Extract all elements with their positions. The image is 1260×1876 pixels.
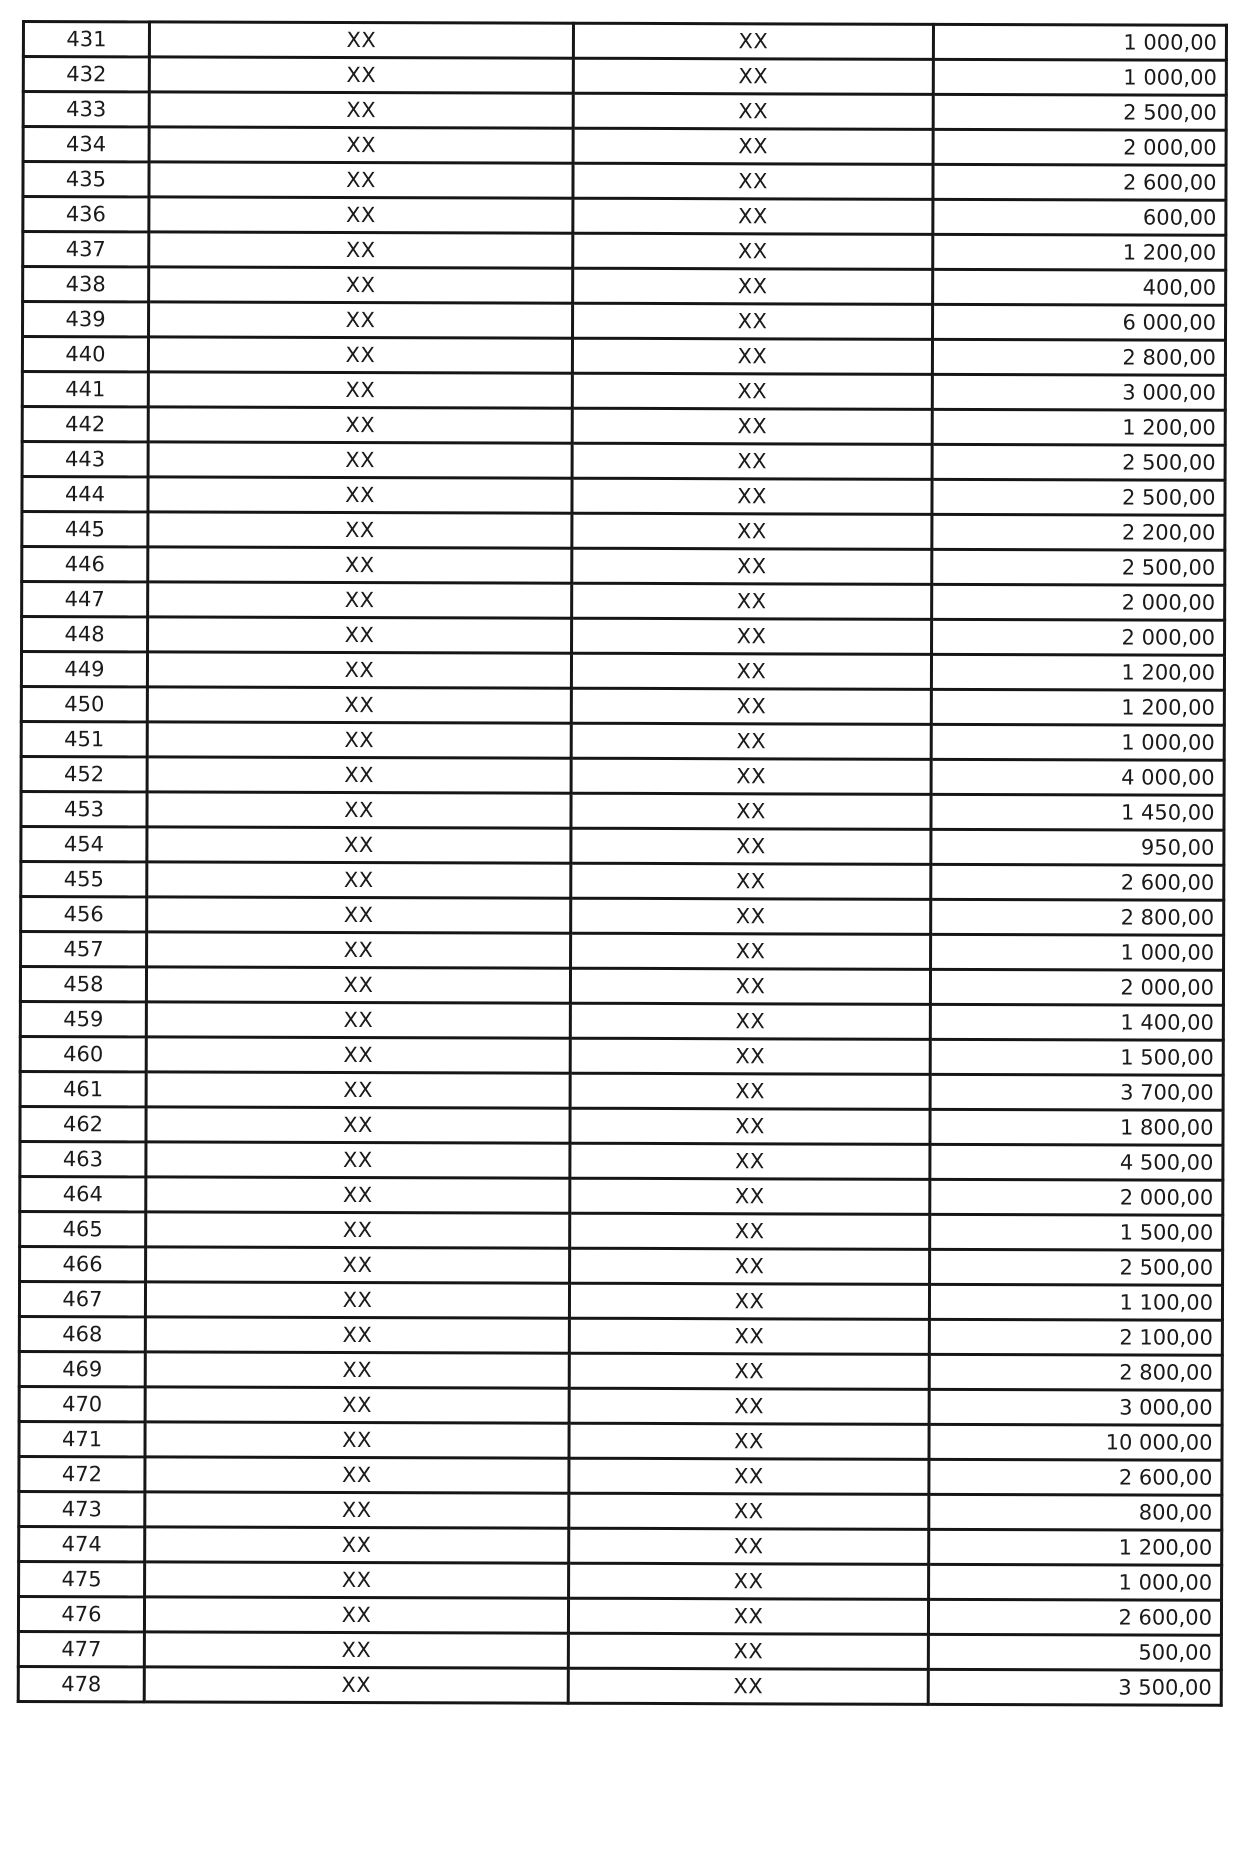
column-a-cell: XX	[144, 1597, 568, 1633]
table-row	[21, 687, 1224, 726]
table-row	[20, 1001, 1223, 1040]
column-b-cell: XX	[569, 1388, 929, 1424]
column-b-cell: XX	[568, 1668, 928, 1704]
amount-cell: 1 000,00	[933, 59, 1226, 95]
column-b-cell: XX	[570, 1108, 930, 1144]
column-a-cell: XX	[146, 1212, 570, 1248]
row-number: 459	[20, 1001, 146, 1036]
amount-cell: 2 500,00	[932, 479, 1225, 515]
row-number: 446	[22, 547, 148, 582]
row-number: 466	[20, 1246, 146, 1281]
amount-cell: 2 500,00	[932, 549, 1225, 585]
amount-cell: 2 800,00	[931, 899, 1224, 935]
column-b-cell: XX	[569, 1458, 929, 1494]
row-number: 456	[21, 897, 147, 932]
table-row	[23, 232, 1226, 271]
amount-cell: 1 200,00	[931, 689, 1224, 725]
column-a-cell: XX	[148, 337, 572, 373]
amount-cell: 2 500,00	[930, 1249, 1223, 1285]
column-b-cell: XX	[569, 1353, 929, 1389]
table-row	[22, 547, 1225, 586]
row-number: 470	[19, 1386, 145, 1421]
table-row	[20, 1036, 1223, 1075]
column-b-cell: XX	[570, 1178, 930, 1214]
column-a-cell: XX	[148, 617, 572, 653]
column-a-cell: XX	[146, 1072, 570, 1108]
column-a-cell: XX	[149, 92, 573, 128]
table-row	[21, 652, 1224, 691]
column-a-cell: XX	[146, 1107, 570, 1143]
amount-cell: 6 000,00	[933, 304, 1226, 340]
table-row	[20, 1176, 1223, 1215]
amount-cell: 1 000,00	[931, 724, 1224, 760]
column-b-cell: XX	[572, 443, 932, 479]
row-number: 463	[20, 1141, 146, 1176]
table-row	[19, 1351, 1222, 1390]
column-a-cell: XX	[147, 827, 571, 863]
table-row	[20, 1106, 1223, 1145]
row-number: 452	[21, 757, 147, 792]
amount-cell: 1 500,00	[930, 1214, 1223, 1250]
column-a-cell: XX	[147, 897, 571, 933]
column-b-cell: XX	[570, 1038, 930, 1074]
amount-cell: 3 700,00	[930, 1074, 1223, 1110]
amount-cell: 1 500,00	[930, 1039, 1223, 1075]
row-number: 457	[21, 932, 147, 967]
table-row	[22, 617, 1225, 656]
column-a-cell: XX	[144, 1632, 568, 1668]
column-a-cell: XX	[145, 1422, 569, 1458]
row-number: 439	[23, 302, 149, 337]
row-number: 474	[19, 1526, 145, 1561]
column-b-cell: XX	[569, 1423, 929, 1459]
amount-cell: 1 200,00	[933, 234, 1226, 270]
column-a-cell: XX	[146, 1037, 570, 1073]
table-row	[19, 1316, 1222, 1355]
column-b-cell: XX	[570, 1073, 930, 1109]
row-number: 458	[20, 967, 146, 1002]
column-a-cell: XX	[147, 757, 571, 793]
table-row	[22, 372, 1225, 411]
amount-cell: 500,00	[928, 1634, 1221, 1670]
amount-cell: 2 800,00	[929, 1354, 1222, 1390]
column-a-cell: XX	[146, 1142, 570, 1178]
column-a-cell: XX	[148, 477, 572, 513]
column-a-cell: XX	[145, 1562, 569, 1598]
amount-cell: 2 100,00	[929, 1319, 1222, 1355]
table-row	[19, 1421, 1222, 1460]
amount-cell: 800,00	[929, 1494, 1222, 1530]
amount-cell: 2 600,00	[929, 1459, 1222, 1495]
amount-cell: 1 400,00	[930, 1004, 1223, 1040]
row-number: 455	[21, 862, 147, 897]
column-b-cell: XX	[569, 1283, 929, 1319]
column-b-cell: XX	[573, 268, 933, 304]
column-a-cell: XX	[149, 197, 573, 233]
column-a-cell: XX	[148, 407, 572, 443]
column-a-cell: XX	[148, 582, 572, 618]
table-row	[22, 442, 1225, 481]
table-row	[19, 1526, 1222, 1565]
table-row	[21, 792, 1224, 831]
column-a-cell: XX	[148, 442, 572, 478]
column-b-cell: XX	[572, 373, 932, 409]
table-row	[19, 1456, 1222, 1495]
amount-cell: 2 000,00	[933, 129, 1226, 165]
column-b-cell: XX	[571, 653, 931, 689]
table-row	[23, 127, 1226, 166]
table-row	[21, 757, 1224, 796]
column-a-cell: XX	[145, 1387, 569, 1423]
row-number: 473	[19, 1491, 145, 1526]
column-a-cell: XX	[149, 232, 573, 268]
column-b-cell: XX	[569, 1528, 929, 1564]
row-number: 476	[18, 1596, 144, 1631]
row-number: 471	[19, 1421, 145, 1456]
table-row	[23, 57, 1226, 96]
table-row	[18, 1666, 1221, 1705]
column-b-cell: XX	[573, 233, 933, 269]
table-row	[20, 1141, 1223, 1180]
column-a-cell: XX	[149, 302, 573, 338]
table-row	[23, 92, 1226, 131]
row-number: 472	[19, 1456, 145, 1491]
column-a-cell: XX	[146, 1002, 570, 1038]
amount-cell: 1 000,00	[931, 934, 1224, 970]
table-row	[20, 967, 1223, 1006]
column-a-cell: XX	[145, 1457, 569, 1493]
row-number: 477	[18, 1631, 144, 1666]
column-b-cell: XX	[569, 1493, 929, 1529]
column-a-cell: XX	[149, 57, 573, 93]
row-number: 445	[22, 512, 148, 547]
row-number: 468	[19, 1316, 145, 1351]
table-row	[22, 407, 1225, 446]
column-a-cell: XX	[148, 512, 572, 548]
column-b-cell: XX	[569, 1563, 929, 1599]
column-b-cell: XX	[573, 23, 933, 59]
row-number: 464	[20, 1176, 146, 1211]
amount-cell: 10 000,00	[929, 1424, 1222, 1460]
table-row	[18, 1631, 1221, 1670]
row-number: 438	[23, 267, 149, 302]
column-a-cell: XX	[147, 932, 571, 968]
table-row	[22, 477, 1225, 516]
amount-cell: 1 200,00	[929, 1529, 1222, 1565]
row-number: 443	[22, 442, 148, 477]
column-a-cell: XX	[145, 1492, 569, 1528]
amount-cell: 2 600,00	[928, 1599, 1221, 1635]
amount-cell: 4 000,00	[931, 759, 1224, 795]
ledger-body	[18, 22, 1226, 1706]
table-row	[21, 827, 1224, 866]
table-row	[21, 897, 1224, 936]
amount-cell: 1 800,00	[930, 1109, 1223, 1145]
table-row	[19, 1281, 1222, 1320]
column-a-cell: XX	[144, 1667, 568, 1703]
amount-cell: 950,00	[931, 829, 1224, 865]
amount-cell: 2 000,00	[932, 584, 1225, 620]
table-row	[22, 582, 1225, 621]
row-number: 435	[23, 162, 149, 197]
row-number: 469	[19, 1351, 145, 1386]
column-a-cell: XX	[146, 1177, 570, 1213]
table-row	[23, 302, 1226, 341]
amount-cell: 400,00	[933, 269, 1226, 305]
column-a-cell: XX	[145, 1317, 569, 1353]
table-row	[22, 337, 1225, 376]
column-a-cell: XX	[146, 1247, 570, 1283]
table-row	[23, 22, 1226, 61]
column-a-cell: XX	[149, 127, 573, 163]
column-b-cell: XX	[572, 513, 932, 549]
column-a-cell: XX	[149, 22, 573, 58]
amount-cell: 2 200,00	[932, 514, 1225, 550]
column-b-cell: XX	[570, 968, 930, 1004]
row-number: 444	[22, 477, 148, 512]
amount-cell: 600,00	[933, 199, 1226, 235]
row-number: 467	[19, 1281, 145, 1316]
table-row	[21, 862, 1224, 901]
column-b-cell: XX	[571, 933, 931, 969]
table-row	[20, 1071, 1223, 1110]
amount-cell: 1 200,00	[932, 409, 1225, 445]
row-number: 436	[23, 197, 149, 232]
column-a-cell: XX	[147, 687, 571, 723]
row-number: 432	[23, 57, 149, 92]
amount-cell: 1 100,00	[929, 1284, 1222, 1320]
column-b-cell: XX	[571, 758, 931, 794]
table-row	[19, 1491, 1222, 1530]
row-number: 450	[21, 687, 147, 722]
table-row	[18, 1596, 1221, 1635]
row-number: 434	[23, 127, 149, 162]
document-page	[17, 20, 1225, 1707]
amount-cell: 2 600,00	[933, 164, 1226, 200]
column-a-cell: XX	[148, 547, 572, 583]
table-row	[20, 1211, 1223, 1250]
column-b-cell: XX	[573, 198, 933, 234]
row-number: 475	[19, 1561, 145, 1596]
column-b-cell: XX	[568, 1598, 928, 1634]
row-number: 462	[20, 1106, 146, 1141]
column-b-cell: XX	[573, 93, 933, 129]
amount-cell: 2 800,00	[932, 339, 1225, 375]
table-row	[23, 267, 1226, 306]
column-b-cell: XX	[572, 478, 932, 514]
row-number: 442	[22, 407, 148, 442]
column-b-cell: XX	[572, 583, 932, 619]
row-number: 437	[23, 232, 149, 267]
amount-cell: 1 000,00	[933, 24, 1226, 60]
column-a-cell: XX	[147, 862, 571, 898]
column-b-cell: XX	[573, 163, 933, 199]
column-a-cell: XX	[148, 372, 572, 408]
amount-cell: 2 600,00	[931, 864, 1224, 900]
table-row	[19, 1386, 1222, 1425]
amount-cell: 2 000,00	[932, 619, 1225, 655]
row-number: 449	[21, 652, 147, 687]
column-b-cell: XX	[573, 303, 933, 339]
column-b-cell: XX	[570, 1213, 930, 1249]
column-b-cell: XX	[572, 338, 932, 374]
column-b-cell: XX	[571, 898, 931, 934]
row-number: 465	[20, 1211, 146, 1246]
column-b-cell: XX	[570, 1143, 930, 1179]
amount-cell: 1 200,00	[931, 654, 1224, 690]
column-b-cell: XX	[571, 723, 931, 759]
column-b-cell: XX	[570, 1003, 930, 1039]
column-b-cell: XX	[571, 828, 931, 864]
column-b-cell: XX	[571, 793, 931, 829]
amount-cell: 1 000,00	[929, 1564, 1222, 1600]
table-row	[22, 512, 1225, 551]
amount-cell: 2 500,00	[933, 94, 1226, 130]
amount-cell: 4 500,00	[930, 1144, 1223, 1180]
amount-cell: 2 500,00	[932, 444, 1225, 480]
column-a-cell: XX	[149, 267, 573, 303]
row-number: 441	[22, 372, 148, 407]
row-number: 454	[21, 827, 147, 862]
column-b-cell: XX	[572, 618, 932, 654]
column-b-cell: XX	[572, 548, 932, 584]
column-a-cell: XX	[147, 792, 571, 828]
amount-cell: 2 000,00	[930, 969, 1223, 1005]
table-row	[20, 1246, 1223, 1285]
column-b-cell: XX	[568, 1633, 928, 1669]
column-b-cell: XX	[570, 1248, 930, 1284]
amount-cell: 3 000,00	[929, 1389, 1222, 1425]
column-a-cell: XX	[149, 162, 573, 198]
column-a-cell: XX	[146, 967, 570, 1003]
column-b-cell: XX	[572, 408, 932, 444]
row-number: 460	[20, 1036, 146, 1071]
table-row	[21, 722, 1224, 761]
row-number: 448	[22, 617, 148, 652]
row-number: 453	[21, 792, 147, 827]
column-b-cell: XX	[571, 863, 931, 899]
amount-cell: 3 000,00	[932, 374, 1225, 410]
row-number: 431	[23, 22, 149, 57]
amount-cell: 1 450,00	[931, 794, 1224, 830]
column-b-cell: XX	[573, 58, 933, 94]
table-row	[23, 162, 1226, 201]
column-a-cell: XX	[145, 1282, 569, 1318]
column-b-cell: XX	[573, 128, 933, 164]
amount-cell: 2 000,00	[930, 1179, 1223, 1215]
ledger-table	[17, 20, 1228, 1707]
column-b-cell: XX	[571, 688, 931, 724]
amount-cell: 3 500,00	[928, 1669, 1221, 1705]
row-number: 478	[18, 1666, 144, 1701]
column-a-cell: XX	[147, 652, 571, 688]
column-a-cell: XX	[147, 722, 571, 758]
table-row	[19, 1561, 1222, 1600]
column-a-cell: XX	[145, 1352, 569, 1388]
column-b-cell: XX	[569, 1318, 929, 1354]
row-number: 433	[23, 92, 149, 127]
row-number: 447	[22, 582, 148, 617]
row-number: 440	[22, 337, 148, 372]
row-number: 461	[20, 1071, 146, 1106]
column-a-cell: XX	[145, 1527, 569, 1563]
table-row	[23, 197, 1226, 236]
row-number: 451	[21, 722, 147, 757]
table-row	[21, 932, 1224, 971]
